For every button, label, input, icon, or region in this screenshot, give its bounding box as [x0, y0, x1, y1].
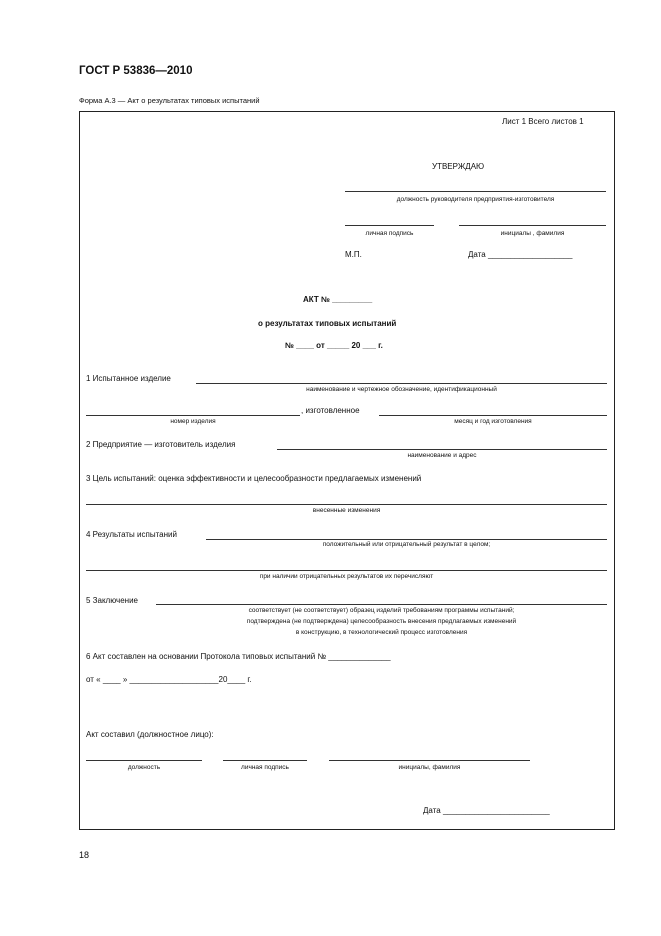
item5-caption1: соответствует (не соответствует) образец изделий требованиям программы испытаний; — [248, 607, 515, 614]
compiled-initials-caption: инициалы, фамилия — [398, 764, 461, 771]
item6-date: от « ____ » ____________________20____ г. — [86, 675, 252, 684]
item4-line — [206, 539, 607, 540]
form-frame — [79, 111, 615, 830]
item4-caption2: при наличии отрицательных результатов их перечисляют — [259, 573, 434, 580]
approve-title: УТВЕРЖДАЮ — [432, 162, 485, 171]
item1-date-caption: месяц и год изготовления — [454, 418, 532, 425]
compiled-date: Дата ________________________ — [423, 806, 550, 815]
item2-label: 2 Предприятие — изготовитель изделия — [86, 440, 236, 449]
compiled-signature-line — [223, 760, 307, 761]
approve-date: Дата ___________________ — [468, 250, 573, 259]
item2-caption: наименование и адрес — [407, 452, 477, 459]
compiled-position-caption: должность — [127, 764, 161, 771]
approve-signature-caption: личная подпись — [365, 230, 414, 237]
item2-line — [277, 449, 607, 450]
item5-line — [156, 604, 607, 605]
compiled-position-line — [86, 760, 202, 761]
compiled-initials-line — [329, 760, 530, 761]
item1-number-line — [86, 415, 300, 416]
item1-number-caption: номер изделия — [170, 418, 216, 425]
item3-line — [86, 504, 607, 505]
page-number: 18 — [79, 850, 90, 860]
item1-made-label: , изготовленное — [301, 406, 360, 415]
standard-number: ГОСТ Р 53836—2010 — [79, 65, 193, 77]
act-subtitle: о результатах типовых испытаний — [258, 319, 397, 328]
compiled-label: Акт составил (должностное лицо): — [86, 730, 214, 739]
item3-caption: внесенные изменения — [312, 507, 381, 514]
approve-initials-line — [459, 225, 606, 226]
approve-position-line — [345, 191, 606, 192]
item5-caption2: подтверждена (не подтверждена) целесообразность внесения предлагаемых изменений — [246, 618, 517, 625]
item4-label: 4 Результаты испытаний — [86, 530, 177, 539]
approve-position-caption: должность руководителя предприятия-изготовителя — [396, 196, 555, 203]
item1-label: 1 Испытанное изделие — [86, 374, 171, 383]
act-number-line: № ____ от _____ 20 ___ г. — [285, 341, 383, 350]
item4-caption: положительный или отрицательный результат в целом; — [322, 541, 491, 548]
stamp-label: М.П. — [345, 250, 362, 259]
sheet-count: Лист 1 Всего листов 1 — [502, 117, 584, 126]
item6-label: 6 Акт составлен на основании Протокола типовых испытаний № ______________ — [86, 652, 391, 661]
item1-date-line — [379, 415, 607, 416]
form-title: Форма А.3 — Акт о результатах типовых испытаний — [79, 96, 260, 105]
approve-signature-line — [345, 225, 434, 226]
item5-caption3: в конструкцию, в технологический процесс изготовления — [295, 629, 468, 636]
compiled-signature-caption: личная подпись — [241, 764, 289, 771]
approve-initials-caption: инициалы , фамилия — [500, 230, 565, 237]
item1-caption: наименование и чертежное обозначение, идентификационный — [306, 386, 497, 393]
item3-label: 3 Цель испытаний: оценка эффективности и целесообразности предлагаемых изменений — [86, 474, 422, 483]
item1-line — [196, 383, 607, 384]
item4-line2 — [86, 570, 607, 571]
act-title: АКТ № _________ — [303, 295, 373, 304]
item5-label: 5 Заключение — [86, 596, 138, 605]
